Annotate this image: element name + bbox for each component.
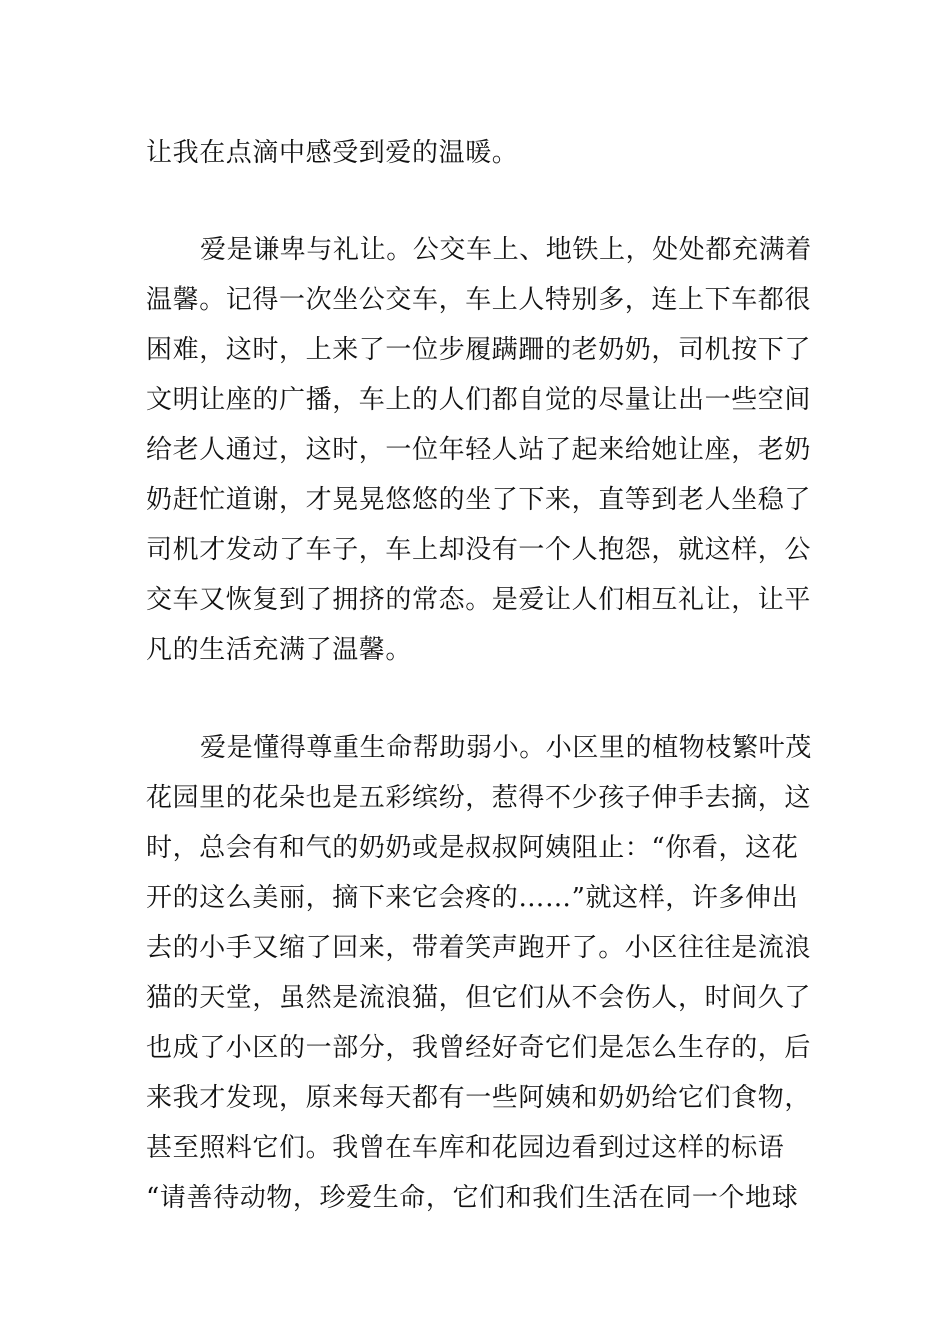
paragraph-line: 花园里的花朵也是五彩缤纷，惹得不少孩子伸手去摘，这 [146, 783, 812, 813]
paragraph-line: 爱是谦卑与礼让。公交车上、地铁上，处处都充满着 [200, 235, 812, 265]
paragraph-line: 也成了小区的一部分，我曾经好奇它们是怎么生存的，后 [146, 1033, 812, 1063]
paragraph-line: 温馨。记得一次坐公交车，车上人特别多，连上下车都很 [146, 285, 812, 315]
paragraph-3 [146, 723, 816, 1223]
paragraph-1 [146, 128, 816, 178]
paragraph-line: 困难，这时，上来了一位步履蹒跚的老奶奶，司机按下了 [146, 335, 812, 365]
paragraph-line: 开的这么美丽，摘下来它会疼的……”就这样，许多伸出 [146, 883, 799, 913]
paragraph-line: 去的小手又缩了回来，带着笑声跑开了。小区往往是流浪 [146, 933, 812, 963]
paragraph-line: 时，总会有和气的奶奶或是叔叔阿姨阻止：“你看，这花 [146, 833, 799, 863]
paragraph-line: 奶赶忙道谢，才晃晃悠悠的坐了下来，直等到老人坐稳了 [146, 485, 812, 515]
paragraph-line: 爱是懂得尊重生命帮助弱小。小区里的植物枝繁叶茂 [200, 733, 812, 763]
paragraph-line: 凡的生活充满了温馨。 [146, 635, 413, 665]
paragraph-line: 给老人通过，这时，一位年轻人站了起来给她让座，老奶 [146, 435, 812, 465]
paragraph-line: 交车又恢复到了拥挤的常态。是爱让人们相互礼让，让平 [146, 585, 812, 615]
paragraph-line: 司机才发动了车子，车上却没有一个人抱怨，就这样，公 [146, 535, 812, 565]
paragraph-line: 文明让座的广播，车上的人们都自觉的尽量让出一些空间 [146, 385, 812, 415]
paragraph-line: 来我才发现，原来每天都有一些阿姨和奶奶给它们食物， [146, 1083, 812, 1113]
paragraph-line: 甚至照料它们。我曾在车库和花园边看到过这样的标语 [146, 1133, 785, 1163]
paragraph-line: 让我在点滴中感受到爱的温暖。 [146, 138, 519, 168]
paragraph-2 [146, 225, 816, 675]
paragraph-line: “请善待动物，珍爱生命，它们和我们生活在同一个地球 [146, 1183, 799, 1213]
paragraph-line: 猫的天堂，虽然是流浪猫，但它们从不会伤人，时间久了 [146, 983, 812, 1013]
